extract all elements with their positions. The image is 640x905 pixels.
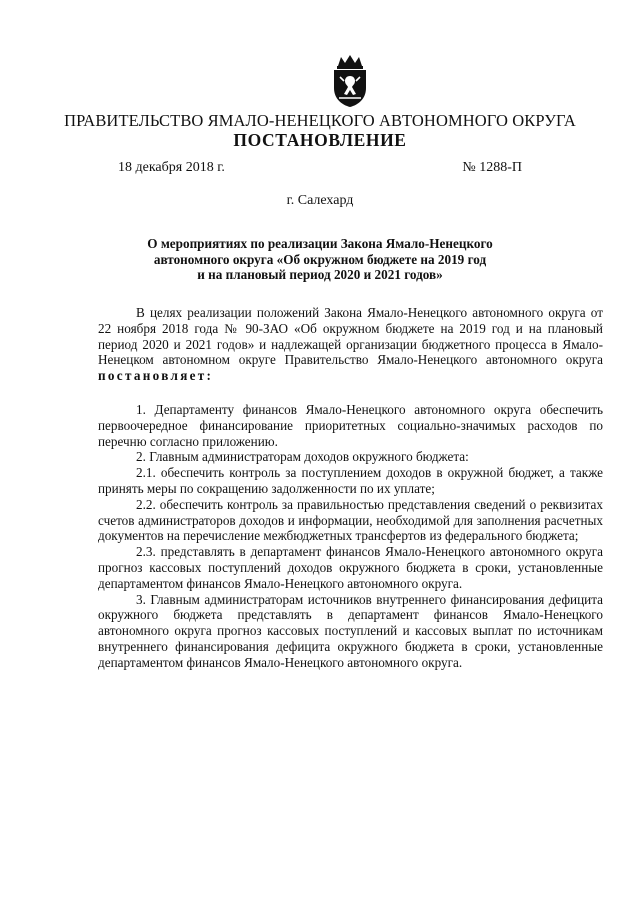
- preamble-text: В целях реализации положений Закона Ямало-Ненецкого автономного округа от 22 ноября 2018 года № 90-ЗАО «Об окружном бюджете на 2019 год и на плановый период 2020 и 2021 годов» и надлежащей организации бюджетного процесса в Ямало-Ненецком автономном округе Правительство Ямало-Ненецкого автономного округа: [98, 305, 603, 368]
- subject-line: автономного округа «Об окружном бюджете на 2019 год: [153, 251, 487, 267]
- document-type: ПОСТАНОВЛЕНИЕ: [233, 130, 407, 150]
- list-item: 3. Главным администраторам источников внутреннего финансирования дефицита окружного бюджета представлять в департамент финансов Ямало-Ненецкого автономного округа прогноз кассовых поступлений и кассовых выплат по источникам внутреннего финансирования дефицита окружного бюджета в сроки, установленные департаментом финансов Ямало-Ненецкого автономного округа.: [98, 591, 603, 670]
- resolves-word: постановляет:: [98, 368, 214, 384]
- subject-line: и на плановый период 2020 и 2021 годов»: [197, 267, 443, 282]
- document-subject: [120, 236, 520, 283]
- list-item: 1. Департаменту финансов Ямало-Ненецкого автономного округа обеспечить первоочередное финансирование приоритетных социально-значимых расходов по перечню согласно приложению.: [98, 402, 603, 449]
- subject-line: О мероприятиях по реализации Закона Ямало-Ненецкого: [147, 236, 493, 251]
- list-item: 2. Главным администраторам доходов окружного бюджета:: [136, 449, 469, 465]
- document-city: г. Салехард: [286, 193, 354, 208]
- preamble-paragraph: [98, 305, 603, 384]
- government-name: ПРАВИТЕЛЬСТВО ЯМАЛО-НЕНЕЦКОГО АВТОНОМНОГО ОКРУГА: [64, 111, 576, 130]
- document-number: № 1288-П: [462, 160, 522, 175]
- list-item: 2.3. представлять в департамент финансов Ямало-Ненецкого автономного округа прогноз кассовых поступлений доходов окружного бюджета в сроки, установленные департаментом финансов Ямало-Ненецкого автономного округа.: [98, 544, 603, 591]
- list-item: 2.1. обеспечить контроль за поступлением доходов в окружной бюджет, а также принять меры по сокращению задолженности по их уплате;: [98, 465, 603, 496]
- list-item: 2.2. обеспечить контроль за правильностью представления сведений о реквизитах счетов администраторов доходов и информации, необходимой для заполнения расчетных документов на перечисление межбюджетных трансфертов из федерального бюджета;: [98, 496, 603, 544]
- resolution-items: [98, 402, 603, 671]
- preamble: [98, 305, 603, 384]
- yamal-coat-of-arms-icon: [326, 54, 374, 108]
- document-date: 18 декабря 2018 г.: [118, 160, 225, 175]
